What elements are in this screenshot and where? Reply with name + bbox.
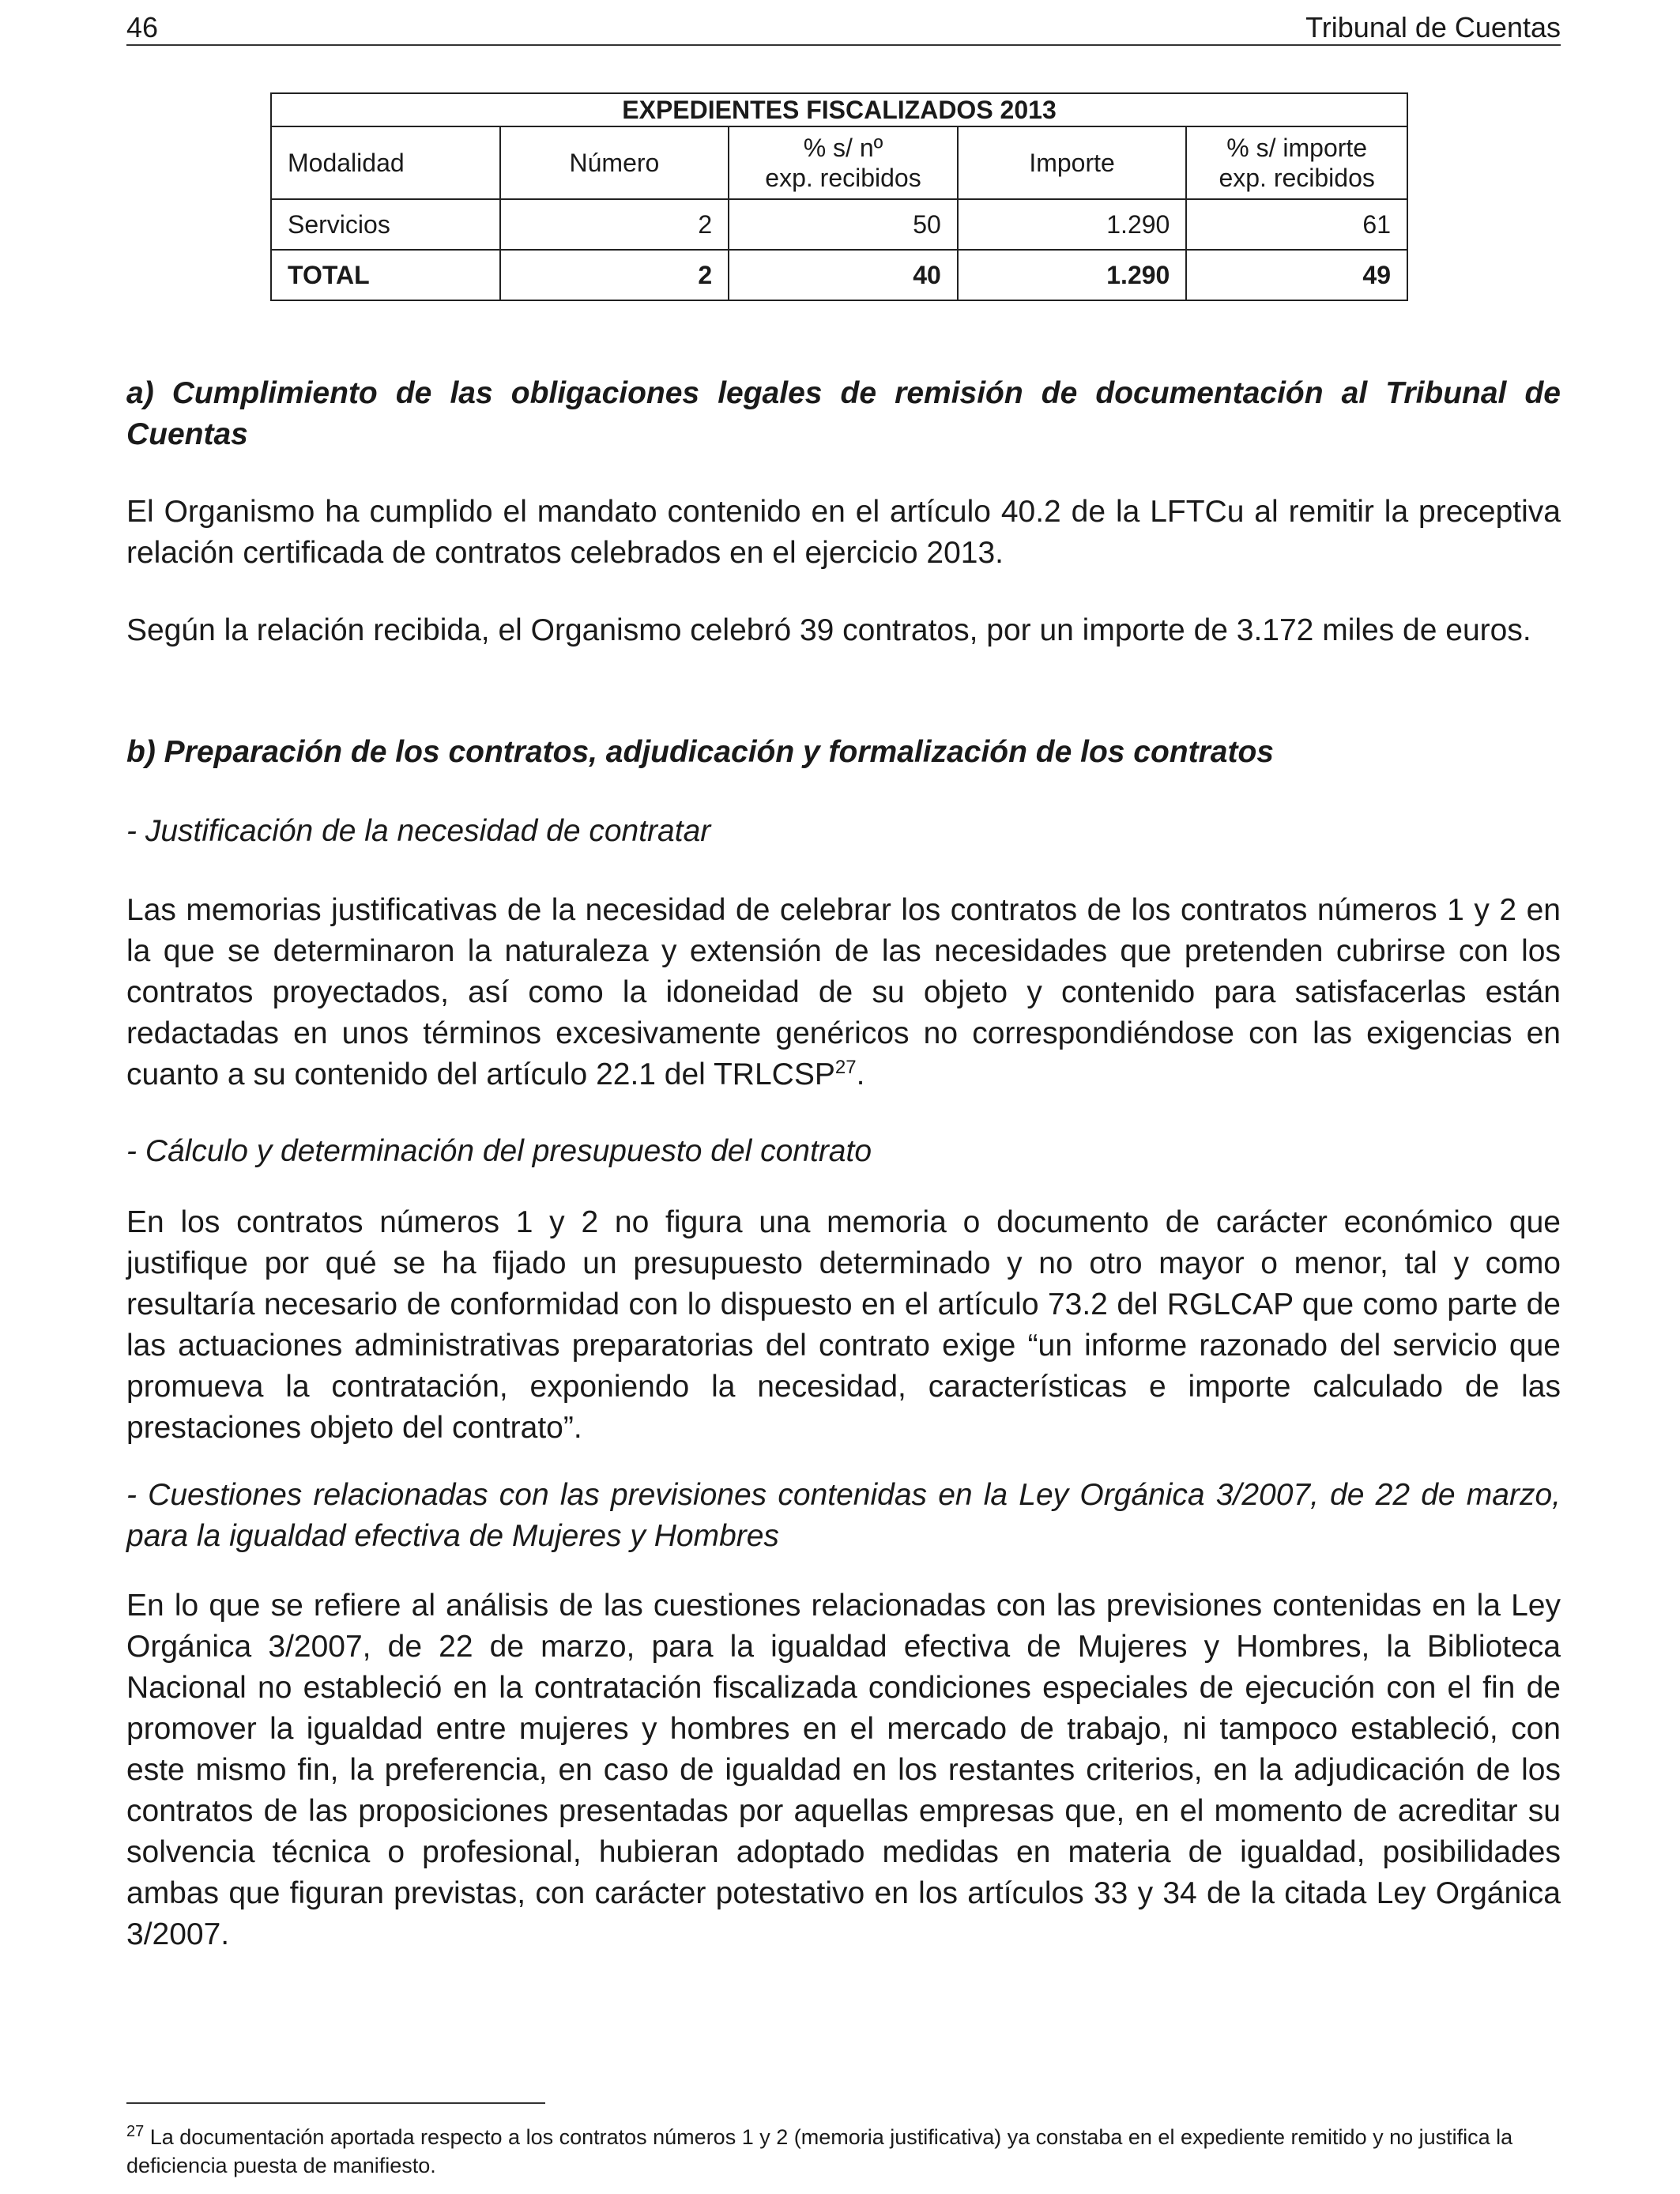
section-a-paragraph-1 — [126, 492, 1561, 574]
page-number: 46 — [126, 11, 159, 43]
cell-numero: 2 — [500, 250, 729, 300]
header-pct-numero-line1: % s/ nº — [803, 134, 883, 162]
heading-a: a) Cumplimiento de las obligaciones legales de remisión de documentación al Tribunal de Cuentas — [126, 376, 1561, 451]
header-pct-numero — [729, 126, 958, 199]
cell-pct-importe: 61 — [1186, 199, 1407, 250]
expedientes-table — [270, 92, 1408, 301]
page-header — [126, 8, 1561, 46]
subheading-2 — [126, 1131, 1561, 1172]
table-total-row — [271, 250, 1407, 300]
cell-numero: 2 — [500, 199, 729, 250]
heading-b: b) Preparación de los contratos, adjudicación y formalización de los contratos — [126, 735, 1274, 769]
subheading-justificacion: - Justificación de la necesidad de contratar — [126, 814, 711, 848]
table-header-row — [271, 126, 1407, 199]
table-title-row — [271, 93, 1407, 126]
subsection-3-paragraph — [126, 1585, 1561, 1955]
paragraph: En lo que se refiere al análisis de las cuestiones relacionadas con las previsiones contenidas en la Ley Orgánica 3/2007, de 22 de marzo, para la igualdad efectiva de Mujeres y Hombres, la Biblioteca Nacional no estableció en la contratación fiscalizada condiciones especiales de ejecución con el fin de promover la igualdad entre mujeres y hombres en el mercado de trabajo, ni tampoco estableció, con este mismo fin, la preferencia, en caso de igualdad en los restantes criterios, en la adjudicación de los contratos de las proposiciones presentadas por aquellas empresas que, en el momento de acreditar su solvencia técnica o profesional, hubieran adoptado medidas en materia de igualdad, posibilidades ambas que figuran previstas, con carácter potestativo en los artículos 33 y 34 de la citada Ley Orgánica 3/2007. — [126, 1589, 1561, 1951]
section-a-heading — [126, 373, 1561, 455]
subsection-1-paragraph — [126, 890, 1561, 1095]
running-title: Tribunal de Cuentas — [1305, 11, 1561, 43]
subheading-cuestiones: - Cuestiones relacionadas con las previsiones contenidas en la Ley Orgánica 3/2007, de 22 de marzo, para la igualdad efectiva de Mujeres y Hombres — [126, 1478, 1561, 1553]
subheading-3 — [126, 1475, 1561, 1557]
cell-pct-importe: 49 — [1186, 250, 1407, 300]
header-modalidad: Modalidad — [271, 126, 500, 199]
subsection-2-paragraph — [126, 1202, 1561, 1449]
footnote-number: 27 — [126, 2123, 145, 2140]
table-row — [271, 199, 1407, 250]
table-title: EXPEDIENTES FISCALIZADOS 2013 — [271, 93, 1407, 126]
cell-importe: 1.290 — [958, 250, 1187, 300]
paragraph-end: . — [856, 1057, 865, 1091]
footnote-divider — [126, 2102, 545, 2104]
footnote-text: La documentación aportada respecto a los contratos números 1 y 2 (memoria justificativa) ya constaba en el expediente remitido y no justifica la deficiencia puesta de manifiesto. — [126, 2125, 1513, 2177]
cell-modalidad: Servicios — [271, 199, 500, 250]
cell-modalidad: TOTAL — [271, 250, 500, 300]
footnote-reference[interactable]: 27 — [834, 1057, 857, 1078]
footnote — [126, 2123, 1561, 2180]
paragraph-text: Las memorias justificativas de la necesidad de celebrar los contratos de los contratos números 1 y 2 en la que se determinaron la naturaleza y extensión de las necesidades que pretenden cubrirse con los contratos proyectados, así como la idoneidad de su objeto y contenido para satisfacerlas están redactadas en unos términos excesivamente genéricos no correspondiéndose con las exigencias en cuanto a su contenido del artículo 22.1 del TRLCSP — [126, 893, 1561, 1091]
cell-pct-numero: 50 — [729, 199, 958, 250]
paragraph: En los contratos números 1 y 2 no figura una memoria o documento de carácter económico que justifique por qué se ha fijado un presupuesto determinado y no otro mayor o menor, tal y como resultaría necesario de conformidad con lo dispuesto en el artículo 73.2 del RGLCAP que como parte de las actuaciones administrativas preparatorias del contrato exige “un informe razonado del servicio que promueva la contratación, exponiendo la necesidad, características e importe calculado de las prestaciones objeto del contrato”. — [126, 1205, 1561, 1445]
section-a-paragraph-2 — [126, 610, 1561, 651]
section-b-heading — [126, 732, 1561, 773]
subheading-calculo: - Cálculo y determinación del presupuesto del contrato — [126, 1134, 872, 1168]
paragraph — [126, 890, 1561, 1095]
paragraph: Según la relación recibida, el Organismo celebró 39 contratos, por un importe de 3.172 miles de euros. — [126, 613, 1531, 647]
header-pct-importe-line2: exp. recibidos — [1219, 164, 1375, 192]
header-pct-importe-line1: % s/ importe — [1226, 134, 1368, 162]
cell-pct-numero: 40 — [729, 250, 958, 300]
paragraph: El Organismo ha cumplido el mandato contenido en el artículo 40.2 de la LFTCu al remitir la preceptiva relación certificada de contratos celebrados en el ejercicio 2013. — [126, 495, 1561, 570]
header-pct-importe — [1186, 126, 1407, 199]
header-importe: Importe — [958, 126, 1187, 199]
header-numero: Número — [500, 126, 729, 199]
header-pct-numero-line2: exp. recibidos — [765, 164, 921, 192]
cell-importe: 1.290 — [958, 199, 1187, 250]
subheading-1 — [126, 811, 1561, 852]
